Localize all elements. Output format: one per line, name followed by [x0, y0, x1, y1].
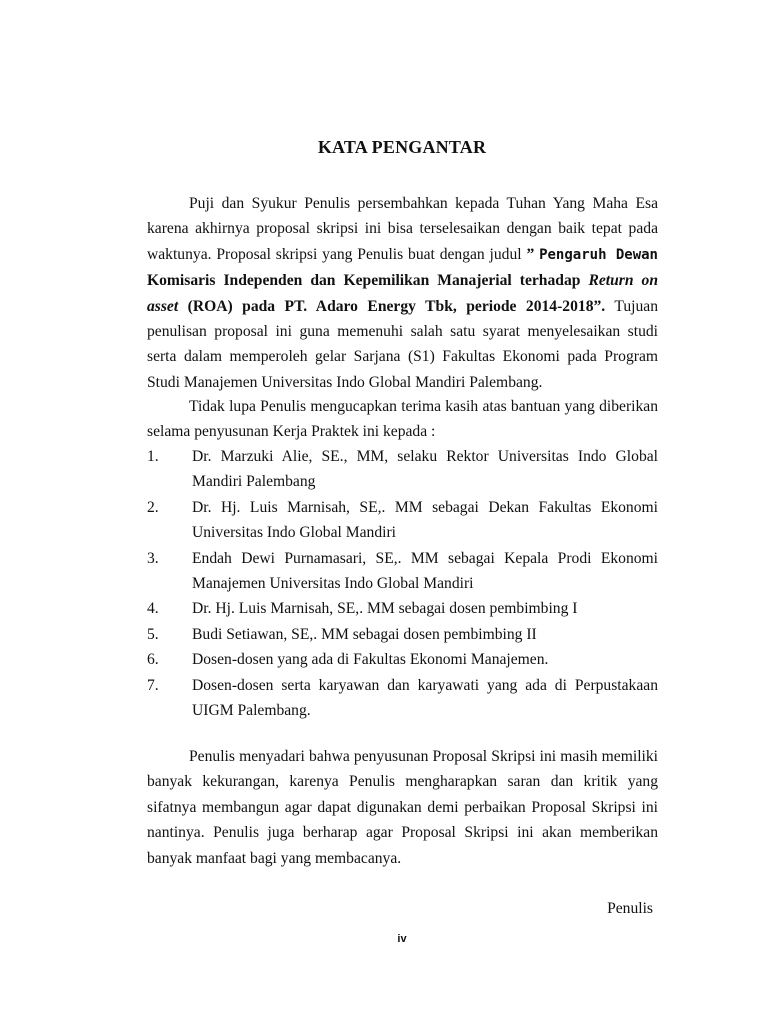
paragraph-closing: Penulis menyadari bahwa penyusunan Proposal Skripsi ini masih memiliki banyak kekurangan, karenya Penulis mengharapkan saran dan kritik yang sifatnya membangun agar dapat digunakan demi perbaikan Proposal Skripsi ini nantinya. Penulis juga berharap agar Proposal Skripsi ini akan memberikan banyak manfaat bagi yang membacanya.: [147, 748, 658, 867]
list-item-text: Dr. Hj. Luis Marnisah, SE,. MM sebagai dosen pembimbing I: [192, 600, 578, 618]
page-number: iv: [397, 933, 407, 945]
intro-title-rest: (ROA) pada PT. Adaro Energy Tbk, periode 2014-2018”.: [178, 297, 606, 315]
list-item-number: 5.: [147, 625, 159, 643]
list-item-text: Dosen-dosen serta karyawan dan karyawati yang ada di Perpustakaan UIGM Palembang.: [192, 676, 658, 720]
list-item-text: Dosen-dosen yang ada di Fakultas Ekonomi Manajemen.: [192, 651, 549, 669]
list-item-text: Dr. Hj. Luis Marnisah, SE,. MM sebagai Dekan Fakultas Ekonomi Universitas Indo Global Mandiri: [192, 498, 658, 542]
list-item-text: Endah Dewi Purnamasari, SE,. MM sebagai Kepala Prodi Ekonomi Manajemen Universitas Indo Global Mandiri: [192, 549, 658, 593]
intro-title-italic: Return on asset: [147, 272, 658, 315]
list-item: [147, 673, 658, 724]
intro-title-bold: Komisaris Independen dan Kepemilikan Manajerial terhadap: [147, 272, 589, 290]
paragraph-intro: [147, 191, 658, 395]
page-title: KATA PENGANTAR: [317, 137, 487, 157]
signature: Penulis: [607, 900, 653, 917]
list-item-number: 3.: [147, 549, 159, 567]
intro-title-lead: Pengaruh Dewan: [539, 246, 658, 263]
paragraph-thanks: Tidak lupa Penulis mengucapkan terima kasih atas bantuan yang diberikan selama penyusunan Kerja Praktek ini kepada :: [147, 398, 658, 441]
list-item-number: 1.: [147, 448, 159, 465]
list-item-text: Dr. Marzuki Alie, SE., MM, selaku Rektor Universitas Indo Global Mandiri Palembang: [192, 448, 658, 491]
intro-quote-open: ”: [526, 245, 535, 263]
list-item: [147, 622, 658, 647]
list-item: [147, 546, 658, 597]
list-item-number: 4.: [147, 600, 159, 618]
list-item-text: Budi Setiawan, SE,. MM sebagai dosen pembimbing II: [192, 625, 537, 643]
list-item: [147, 495, 658, 546]
list-item-number: 6.: [147, 651, 159, 669]
acknowledgement-list: [147, 444, 658, 723]
list-item-number: 7.: [147, 676, 159, 694]
list-item-number: 2.: [147, 498, 159, 516]
list-item: [147, 444, 658, 495]
list-item: [147, 596, 658, 621]
intro-text-end: Tujuan penulisan proposal ini guna memenuhi salah satu syarat menyelesaikan studi serta dalam memperoleh gelar Sarjana (S1) Fakultas Ekonomi pada Program Studi Manajemen Universitas Indo Global Mandiri Palembang.: [147, 297, 658, 391]
intro-text-start: Puji dan Syukur Penulis persembahkan kepada Tuhan Yang Maha Esa karena akhirnya proposal skripsi ini bisa terselesaikan dengan baik tepat pada waktunya. Proposal skripsi yang Penulis buat dengan judul: [147, 195, 658, 263]
list-item: [147, 647, 658, 672]
